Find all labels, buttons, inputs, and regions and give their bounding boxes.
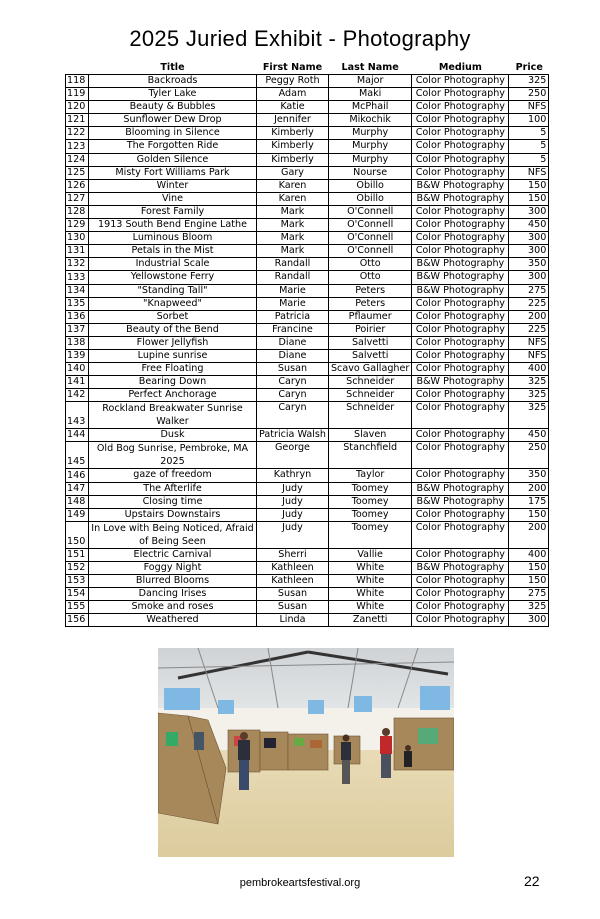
- cell-medium: Color Photography: [412, 601, 509, 614]
- cell-first-name: Kathleen: [257, 575, 329, 588]
- cell-last-name: O'Connell: [328, 219, 411, 232]
- cell-first-name: Judy: [257, 521, 329, 548]
- cell-title: gaze of freedom: [89, 469, 257, 482]
- cell-medium: Color Photography: [412, 323, 509, 336]
- page-title: 2025 Juried Exhibit - Photography: [129, 26, 471, 51]
- cell-first-name: Marie: [257, 284, 329, 297]
- cell-first-name: Diane: [257, 336, 329, 349]
- cell-number: 148: [66, 495, 89, 508]
- cell-title: The Afterlife: [89, 482, 257, 495]
- cell-medium: Color Photography: [412, 153, 509, 166]
- cell-first-name: Marie: [257, 297, 329, 310]
- cell-medium: Color Photography: [412, 588, 509, 601]
- table-row: [66, 284, 549, 297]
- cell-number: 141: [66, 376, 89, 389]
- cell-last-name: Salvetti: [328, 336, 411, 349]
- cell-first-name: Kimberly: [257, 140, 329, 153]
- cell-price: 350: [509, 469, 549, 482]
- cell-last-name: Salvetti: [328, 349, 411, 362]
- cell-number: 132: [66, 258, 89, 271]
- cell-title: Closing time: [89, 495, 257, 508]
- cell-first-name: Gary: [257, 166, 329, 179]
- cell-first-name: Susan: [257, 588, 329, 601]
- cell-price: 400: [509, 548, 549, 561]
- cell-medium: B&W Photography: [412, 495, 509, 508]
- cell-last-name: White: [328, 588, 411, 601]
- cell-number: 156: [66, 614, 89, 627]
- cell-last-name: Major: [328, 75, 411, 88]
- cell-title: Backroads: [89, 75, 257, 88]
- cell-first-name: Susan: [257, 363, 329, 376]
- table-row: [66, 482, 549, 495]
- cell-title: 1913 South Bend Engine Lathe: [89, 219, 257, 232]
- cell-first-name: Caryn: [257, 402, 329, 429]
- cell-title: Blooming in Silence: [89, 127, 257, 140]
- cell-last-name: Zanetti: [328, 614, 411, 627]
- cell-title: Luminous Bloom: [89, 232, 257, 245]
- cell-medium: Color Photography: [412, 101, 509, 114]
- cell-number: 152: [66, 561, 89, 574]
- cell-first-name: George: [257, 442, 329, 469]
- cell-number: 125: [66, 166, 89, 179]
- cell-price: 350: [509, 258, 549, 271]
- cell-medium: Color Photography: [412, 548, 509, 561]
- cell-number: 143: [66, 402, 89, 429]
- cell-title: Petals in the Mist: [89, 245, 257, 258]
- header-last-name: Last Name: [341, 62, 399, 73]
- table-row: [66, 601, 549, 614]
- table-row: [66, 508, 549, 521]
- cell-number: 120: [66, 101, 89, 114]
- cell-title: Foggy Night: [89, 561, 257, 574]
- page-number: 22: [524, 873, 540, 889]
- cell-title: Beauty & Bubbles: [89, 101, 257, 114]
- cell-last-name: Scavo Gallagher: [328, 363, 411, 376]
- cell-last-name: Schneider: [328, 376, 411, 389]
- table-row: [66, 323, 549, 336]
- cell-last-name: White: [328, 575, 411, 588]
- cell-number: 121: [66, 114, 89, 127]
- table-row: [66, 575, 549, 588]
- cell-price: 325: [509, 601, 549, 614]
- cell-medium: Color Photography: [412, 310, 509, 323]
- cell-last-name: Peters: [328, 284, 411, 297]
- cell-medium: Color Photography: [412, 363, 509, 376]
- cell-medium: Color Photography: [412, 297, 509, 310]
- cell-title: Lupine sunrise: [89, 349, 257, 362]
- cell-price: 250: [509, 442, 549, 469]
- table-row: [66, 297, 549, 310]
- cell-last-name: Murphy: [328, 127, 411, 140]
- cell-medium: Color Photography: [412, 114, 509, 127]
- table-row: [66, 101, 549, 114]
- cell-first-name: Mark: [257, 219, 329, 232]
- cell-last-name: Taylor: [328, 469, 411, 482]
- cell-number: 135: [66, 297, 89, 310]
- cell-last-name: Obillo: [328, 192, 411, 205]
- cell-last-name: Poirier: [328, 323, 411, 336]
- table-row: [66, 349, 549, 362]
- cell-first-name: Karen: [257, 192, 329, 205]
- cell-price: 250: [509, 88, 549, 101]
- exhibit-table: [65, 62, 549, 627]
- table-row: [66, 363, 549, 376]
- cell-last-name: Stanchfield: [328, 442, 411, 469]
- cell-last-name: Schneider: [328, 389, 411, 402]
- cell-last-name: Nourse: [328, 166, 411, 179]
- cell-price: 300: [509, 245, 549, 258]
- cell-price: 200: [509, 521, 549, 548]
- table-row: [66, 469, 549, 482]
- cell-price: 150: [509, 192, 549, 205]
- cell-price: 400: [509, 363, 549, 376]
- cell-medium: B&W Photography: [412, 561, 509, 574]
- cell-price: 300: [509, 614, 549, 627]
- cell-number: 139: [66, 349, 89, 362]
- table-row: [66, 442, 549, 469]
- cell-first-name: Kathryn: [257, 469, 329, 482]
- table-row: [66, 310, 549, 323]
- cell-price: 450: [509, 219, 549, 232]
- table-row: [66, 245, 549, 258]
- cell-number: 144: [66, 429, 89, 442]
- cell-last-name: Schneider: [328, 402, 411, 429]
- table-row: [66, 153, 549, 166]
- cell-price: 150: [509, 508, 549, 521]
- table-row: [66, 376, 549, 389]
- cell-medium: Color Photography: [412, 442, 509, 469]
- cell-first-name: Peggy Roth: [257, 75, 329, 88]
- cell-first-name: Judy: [257, 482, 329, 495]
- cell-price: 325: [509, 376, 549, 389]
- cell-first-name: Kathleen: [257, 561, 329, 574]
- cell-title: Tyler Lake: [89, 88, 257, 101]
- header-medium: Medium: [438, 62, 482, 73]
- cell-medium: Color Photography: [412, 166, 509, 179]
- cell-first-name: Kimberly: [257, 127, 329, 140]
- cell-last-name: White: [328, 561, 411, 574]
- cell-number: 130: [66, 232, 89, 245]
- cell-first-name: Mark: [257, 232, 329, 245]
- cell-medium: Color Photography: [412, 75, 509, 88]
- table-row: [66, 232, 549, 245]
- table-row: [66, 258, 549, 271]
- cell-last-name: Murphy: [328, 140, 411, 153]
- cell-last-name: Toomey: [328, 495, 411, 508]
- cell-first-name: Diane: [257, 349, 329, 362]
- cell-title: Winter: [89, 179, 257, 192]
- cell-medium: Color Photography: [412, 88, 509, 101]
- cell-title: Free Floating: [89, 363, 257, 376]
- cell-price: 225: [509, 323, 549, 336]
- cell-first-name: Jennifer: [257, 114, 329, 127]
- cell-last-name: O'Connell: [328, 232, 411, 245]
- cell-number: 123: [66, 140, 89, 153]
- cell-first-name: Adam: [257, 88, 329, 101]
- cell-last-name: McPhail: [328, 101, 411, 114]
- cell-number: 138: [66, 336, 89, 349]
- cell-number: 151: [66, 548, 89, 561]
- cell-title: Sunflower Dew Drop: [89, 114, 257, 127]
- cell-number: 118: [66, 75, 89, 88]
- table-row: [66, 114, 549, 127]
- cell-title: Bearing Down: [89, 376, 257, 389]
- cell-title: Vine: [89, 192, 257, 205]
- cell-price: 450: [509, 429, 549, 442]
- cell-last-name: Pflaumer: [328, 310, 411, 323]
- cell-medium: Color Photography: [412, 232, 509, 245]
- cell-last-name: O'Connell: [328, 245, 411, 258]
- cell-last-name: Slaven: [328, 429, 411, 442]
- cell-price: NFS: [509, 349, 549, 362]
- cell-title: Yellowstone Ferry: [89, 271, 257, 284]
- cell-medium: Color Photography: [412, 389, 509, 402]
- header-title: Title: [160, 62, 185, 73]
- cell-medium: Color Photography: [412, 205, 509, 218]
- cell-title: Beauty of the Bend: [89, 323, 257, 336]
- cell-first-name: Caryn: [257, 389, 329, 402]
- cell-number: 127: [66, 192, 89, 205]
- cell-price: 275: [509, 284, 549, 297]
- cell-title: "Standing Tall": [89, 284, 257, 297]
- cell-medium: Color Photography: [412, 469, 509, 482]
- cell-number: 140: [66, 363, 89, 376]
- cell-medium: B&W Photography: [412, 179, 509, 192]
- cell-first-name: Sherri: [257, 548, 329, 561]
- cell-price: 5: [509, 127, 549, 140]
- cell-price: 325: [509, 389, 549, 402]
- cell-medium: Color Photography: [412, 127, 509, 140]
- cell-first-name: Susan: [257, 601, 329, 614]
- cell-price: 150: [509, 561, 549, 574]
- cell-number: 133: [66, 271, 89, 284]
- cell-medium: B&W Photography: [412, 258, 509, 271]
- cell-number: 122: [66, 127, 89, 140]
- cell-price: 100: [509, 114, 549, 127]
- cell-last-name: Toomey: [328, 508, 411, 521]
- header-number: [66, 62, 89, 75]
- table-row: [66, 127, 549, 140]
- cell-number: 129: [66, 219, 89, 232]
- cell-medium: Color Photography: [412, 429, 509, 442]
- cell-first-name: Patricia: [257, 310, 329, 323]
- table-row: [66, 429, 549, 442]
- cell-last-name: White: [328, 601, 411, 614]
- cell-price: NFS: [509, 336, 549, 349]
- cell-price: 200: [509, 482, 549, 495]
- cell-price: 325: [509, 402, 549, 429]
- table-body: [66, 75, 549, 627]
- cell-last-name: Peters: [328, 297, 411, 310]
- table-row: [66, 140, 549, 153]
- cell-first-name: Karen: [257, 179, 329, 192]
- cell-number: 137: [66, 323, 89, 336]
- cell-number: 126: [66, 179, 89, 192]
- cell-title: Old Bog Sunrise, Pembroke, MA 2025: [89, 442, 257, 469]
- cell-number: 147: [66, 482, 89, 495]
- cell-title: Perfect Anchorage: [89, 389, 257, 402]
- cell-medium: Color Photography: [412, 336, 509, 349]
- table-row: [66, 402, 549, 429]
- cell-medium: Color Photography: [412, 614, 509, 627]
- cell-title: Misty Fort Williams Park: [89, 166, 257, 179]
- cell-number: 153: [66, 575, 89, 588]
- cell-title: Upstairs Downstairs: [89, 508, 257, 521]
- cell-first-name: Caryn: [257, 376, 329, 389]
- cell-title: Weathered: [89, 614, 257, 627]
- table-row: [66, 521, 549, 548]
- cell-last-name: O'Connell: [328, 205, 411, 218]
- cell-price: 5: [509, 140, 549, 153]
- table-row: [66, 548, 549, 561]
- cell-title: Blurred Blooms: [89, 575, 257, 588]
- cell-first-name: Patricia Walsh: [257, 429, 329, 442]
- cell-medium: B&W Photography: [412, 376, 509, 389]
- cell-last-name: Otto: [328, 258, 411, 271]
- cell-title: Forest Family: [89, 205, 257, 218]
- cell-medium: Color Photography: [412, 349, 509, 362]
- cell-number: 134: [66, 284, 89, 297]
- header-first-name: First Name: [262, 62, 323, 73]
- cell-first-name: Francine: [257, 323, 329, 336]
- cell-last-name: Obillo: [328, 179, 411, 192]
- table-row: [66, 88, 549, 101]
- cell-number: 150: [66, 521, 89, 548]
- cell-number: 149: [66, 508, 89, 521]
- cell-first-name: Judy: [257, 495, 329, 508]
- cell-medium: Color Photography: [412, 140, 509, 153]
- cell-title: In Love with Being Noticed, Afraid of Being Seen: [89, 521, 257, 548]
- table-row: [66, 561, 549, 574]
- cell-price: 300: [509, 232, 549, 245]
- cell-number: 142: [66, 389, 89, 402]
- cell-last-name: Murphy: [328, 153, 411, 166]
- cell-first-name: Kimberly: [257, 153, 329, 166]
- cell-number: 131: [66, 245, 89, 258]
- header-price: Price: [515, 62, 543, 73]
- table-row: [66, 205, 549, 218]
- footer-website: pembrokeartsfestival.org: [239, 877, 361, 889]
- cell-price: NFS: [509, 101, 549, 114]
- cell-price: 275: [509, 588, 549, 601]
- cell-last-name: Otto: [328, 271, 411, 284]
- cell-first-name: Judy: [257, 508, 329, 521]
- cell-title: Electric Carnival: [89, 548, 257, 561]
- cell-first-name: Katie: [257, 101, 329, 114]
- table-row: [66, 614, 549, 627]
- cell-first-name: Linda: [257, 614, 329, 627]
- cell-number: 146: [66, 469, 89, 482]
- cell-medium: Color Photography: [412, 521, 509, 548]
- cell-medium: B&W Photography: [412, 192, 509, 205]
- table-row: [66, 166, 549, 179]
- exhibit-hall-photo: [158, 648, 454, 857]
- cell-price: 300: [509, 271, 549, 284]
- cell-number: 119: [66, 88, 89, 101]
- cell-number: 145: [66, 442, 89, 469]
- cell-price: 150: [509, 179, 549, 192]
- cell-number: 124: [66, 153, 89, 166]
- cell-last-name: Vallie: [328, 548, 411, 561]
- cell-price: 325: [509, 75, 549, 88]
- cell-price: 150: [509, 575, 549, 588]
- cell-number: 155: [66, 601, 89, 614]
- cell-number: 136: [66, 310, 89, 323]
- cell-first-name: Randall: [257, 271, 329, 284]
- cell-title: Dusk: [89, 429, 257, 442]
- cell-last-name: Mikochik: [328, 114, 411, 127]
- cell-medium: Color Photography: [412, 575, 509, 588]
- cell-first-name: Mark: [257, 205, 329, 218]
- cell-medium: B&W Photography: [412, 482, 509, 495]
- table-header-row: [66, 62, 549, 75]
- cell-last-name: Toomey: [328, 521, 411, 548]
- cell-medium: Color Photography: [412, 219, 509, 232]
- cell-price: 175: [509, 495, 549, 508]
- cell-medium: Color Photography: [412, 508, 509, 521]
- table-row: [66, 389, 549, 402]
- cell-title: "Knapweed": [89, 297, 257, 310]
- cell-title: Industrial Scale: [89, 258, 257, 271]
- cell-medium: Color Photography: [412, 245, 509, 258]
- cell-number: 154: [66, 588, 89, 601]
- cell-number: 128: [66, 205, 89, 218]
- cell-title: Sorbet: [89, 310, 257, 323]
- cell-price: 5: [509, 153, 549, 166]
- cell-title: Flower Jellyfish: [89, 336, 257, 349]
- cell-price: 200: [509, 310, 549, 323]
- cell-medium: Color Photography: [412, 402, 509, 429]
- table-row: [66, 192, 549, 205]
- table-row: [66, 271, 549, 284]
- table-row: [66, 495, 549, 508]
- cell-first-name: Mark: [257, 245, 329, 258]
- cell-title: The Forgotten Ride: [89, 140, 257, 153]
- cell-title: Dancing Irises: [89, 588, 257, 601]
- cell-medium: B&W Photography: [412, 284, 509, 297]
- table-row: [66, 219, 549, 232]
- cell-first-name: Randall: [257, 258, 329, 271]
- cell-title: Rockland Breakwater Sunrise Walker: [89, 402, 257, 429]
- cell-price: 225: [509, 297, 549, 310]
- table-row: [66, 336, 549, 349]
- table-row: [66, 179, 549, 192]
- cell-last-name: Maki: [328, 88, 411, 101]
- cell-medium: B&W Photography: [412, 271, 509, 284]
- table-row: [66, 588, 549, 601]
- cell-price: NFS: [509, 166, 549, 179]
- cell-price: 300: [509, 205, 549, 218]
- table-row: [66, 75, 549, 88]
- cell-title: Golden Silence: [89, 153, 257, 166]
- cell-title: Smoke and roses: [89, 601, 257, 614]
- cell-last-name: Toomey: [328, 482, 411, 495]
